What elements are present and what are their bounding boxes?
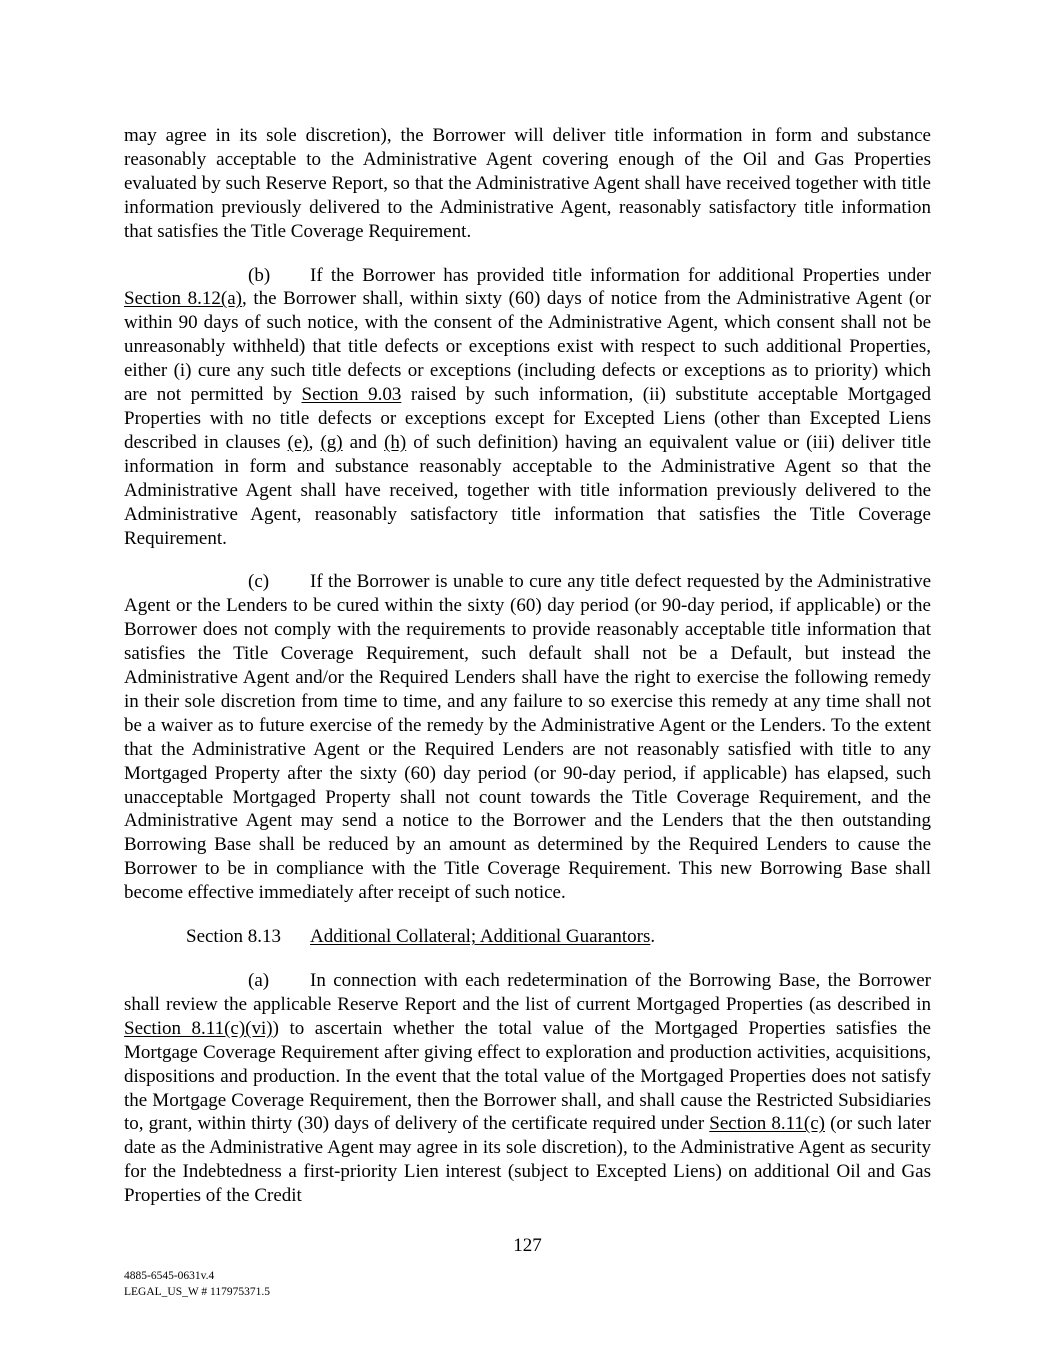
footer-doc-id: 4885-6545-0631v.4	[124, 1270, 215, 1282]
footer-legal-id: LEGAL_US_W # 117975371.5	[124, 1286, 270, 1298]
paragraph-label: (b)	[248, 264, 271, 286]
document-body	[124, 124, 931, 1228]
clause-reference: (e)	[287, 431, 309, 453]
section-number: Section 8.13	[186, 926, 281, 948]
page-number: 127	[513, 1235, 542, 1256]
paragraph-c: (c) If the Borrower is unable to cure any title defect requested by the Administrative Agent or the Lenders to be cured within the sixty (60) day period (or 90-day period, if applicable) or the Borrower does not comply with the requirements to provide reasonably acceptable title information that satisfies the Title Coverage Requirement, such default shall not be a Default, but instead the Administrative Agent and/or the Required Lenders shall have the right to exercise the following remedy in their sole discretion from time to time, and any failure to so exercise this remedy at any time shall not be a waiver as to future exercise of the remedy by the Administrative Agent or the Lenders. To the extent that the Administrative Agent or the Required Lenders are not reasonably satisfied with title to any Mortgaged Property after the sixty (60) day period (or 90-day period, if applicable) has elapsed, such unacceptable Mortgaged Property shall not count towards the Title Coverage Requirement, and the Administrative Agent may send a notice to the Borrower and the Lenders that the then outstanding Borrowing Base shall be reduced by an amount as determined by the Required Lenders to cause the Borrower to be in compliance with the Title Coverage Requirement. This new Borrowing Base shall become effective immediately after receipt of such notice.	[124, 571, 931, 904]
section-reference: Section 9.03	[301, 384, 402, 406]
paragraph-label: (a)	[248, 970, 270, 991]
section-title: Additional Collateral; Additional Guarantors	[310, 926, 651, 948]
paragraph-a: (a) In connection with each redetermination of the Borrowing Base, the Borrower shall review the applicable Reserve Report and the list of current Mortgaged Properties (as described in Section 8.11(c)(vi)) to ascertain whether the total value of the Mortgaged Properties satisfies the Mortgage Coverage Requirement after giving effect to exploration and production activities, acquisitions, dispositions and production. In the event that the total value of the Mortgaged Properties does not satisfy the Mortgage Coverage Requirement, then the Borrower shall, and shall cause the Restricted Subsidiaries to, grant, within thirty (30) days of delivery of the certificate required under Section 8.11(c) (or such later date as the Administrative Agent may agree in its sole discretion), to the Administrative Agent as security for the Indebtedness a first-priority Lien interest (subject to Excepted Liens) on additional Oil and Gas Properties of the Credit	[124, 970, 931, 1207]
section-reference: Section 8.12(a)	[124, 288, 242, 310]
clause-reference: (h)	[384, 431, 407, 453]
clause-reference: (g)	[320, 431, 343, 453]
section-reference: Section 8.11(c)(vi)	[124, 1017, 273, 1039]
section-heading: Section 8.13 Additional Collateral; Additional Guarantors.	[186, 926, 656, 948]
paragraph-label: (c)	[248, 571, 270, 593]
document-footer	[124, 1268, 270, 1300]
section-reference: Section 8.11(c)	[709, 1113, 825, 1135]
paragraph-b: (b) If the Borrower has provided title information for additional Properties under Section 8.12(a), the Borrower shall, within sixty (60) days of notice from the Administrative Agent (or within 90 days of such notice, with the consent of the Administrative Agent, which consent shall not be unreasonably withheld) that title defects or exceptions exist with respect to such additional Properties, either (i) cure any such title defects or exceptions (including defects or exceptions as to priority) which are not permitted by Section 9.03 raised by such information, (ii) substitute acceptable Mortgaged Properties with no title defects or exceptions except for Excepted Liens (other than Excepted Liens described in clauses (e), (g) and (h) of such definition) having an equivalent value or (iii) deliver title information in form and substance reasonably acceptable to the Administrative Agent so that the Administrative Agent shall have received, together with title information previously delivered to the Administrative Agent, reasonably satisfactory title information that satisfies the Title Coverage Requirement.	[124, 264, 932, 549]
paragraph-continuation: may agree in its sole discretion), the Borrower will deliver title information in form and substance reasonably acceptable to the Administrative Agent covering enough of the Oil and Gas Properties evaluated by such Reserve Report, so that the Administrative Agent shall have received together with title information previously delivered to the Administrative Agent, reasonably satisfactory title information that satisfies the Title Coverage Requirement.	[124, 125, 931, 242]
